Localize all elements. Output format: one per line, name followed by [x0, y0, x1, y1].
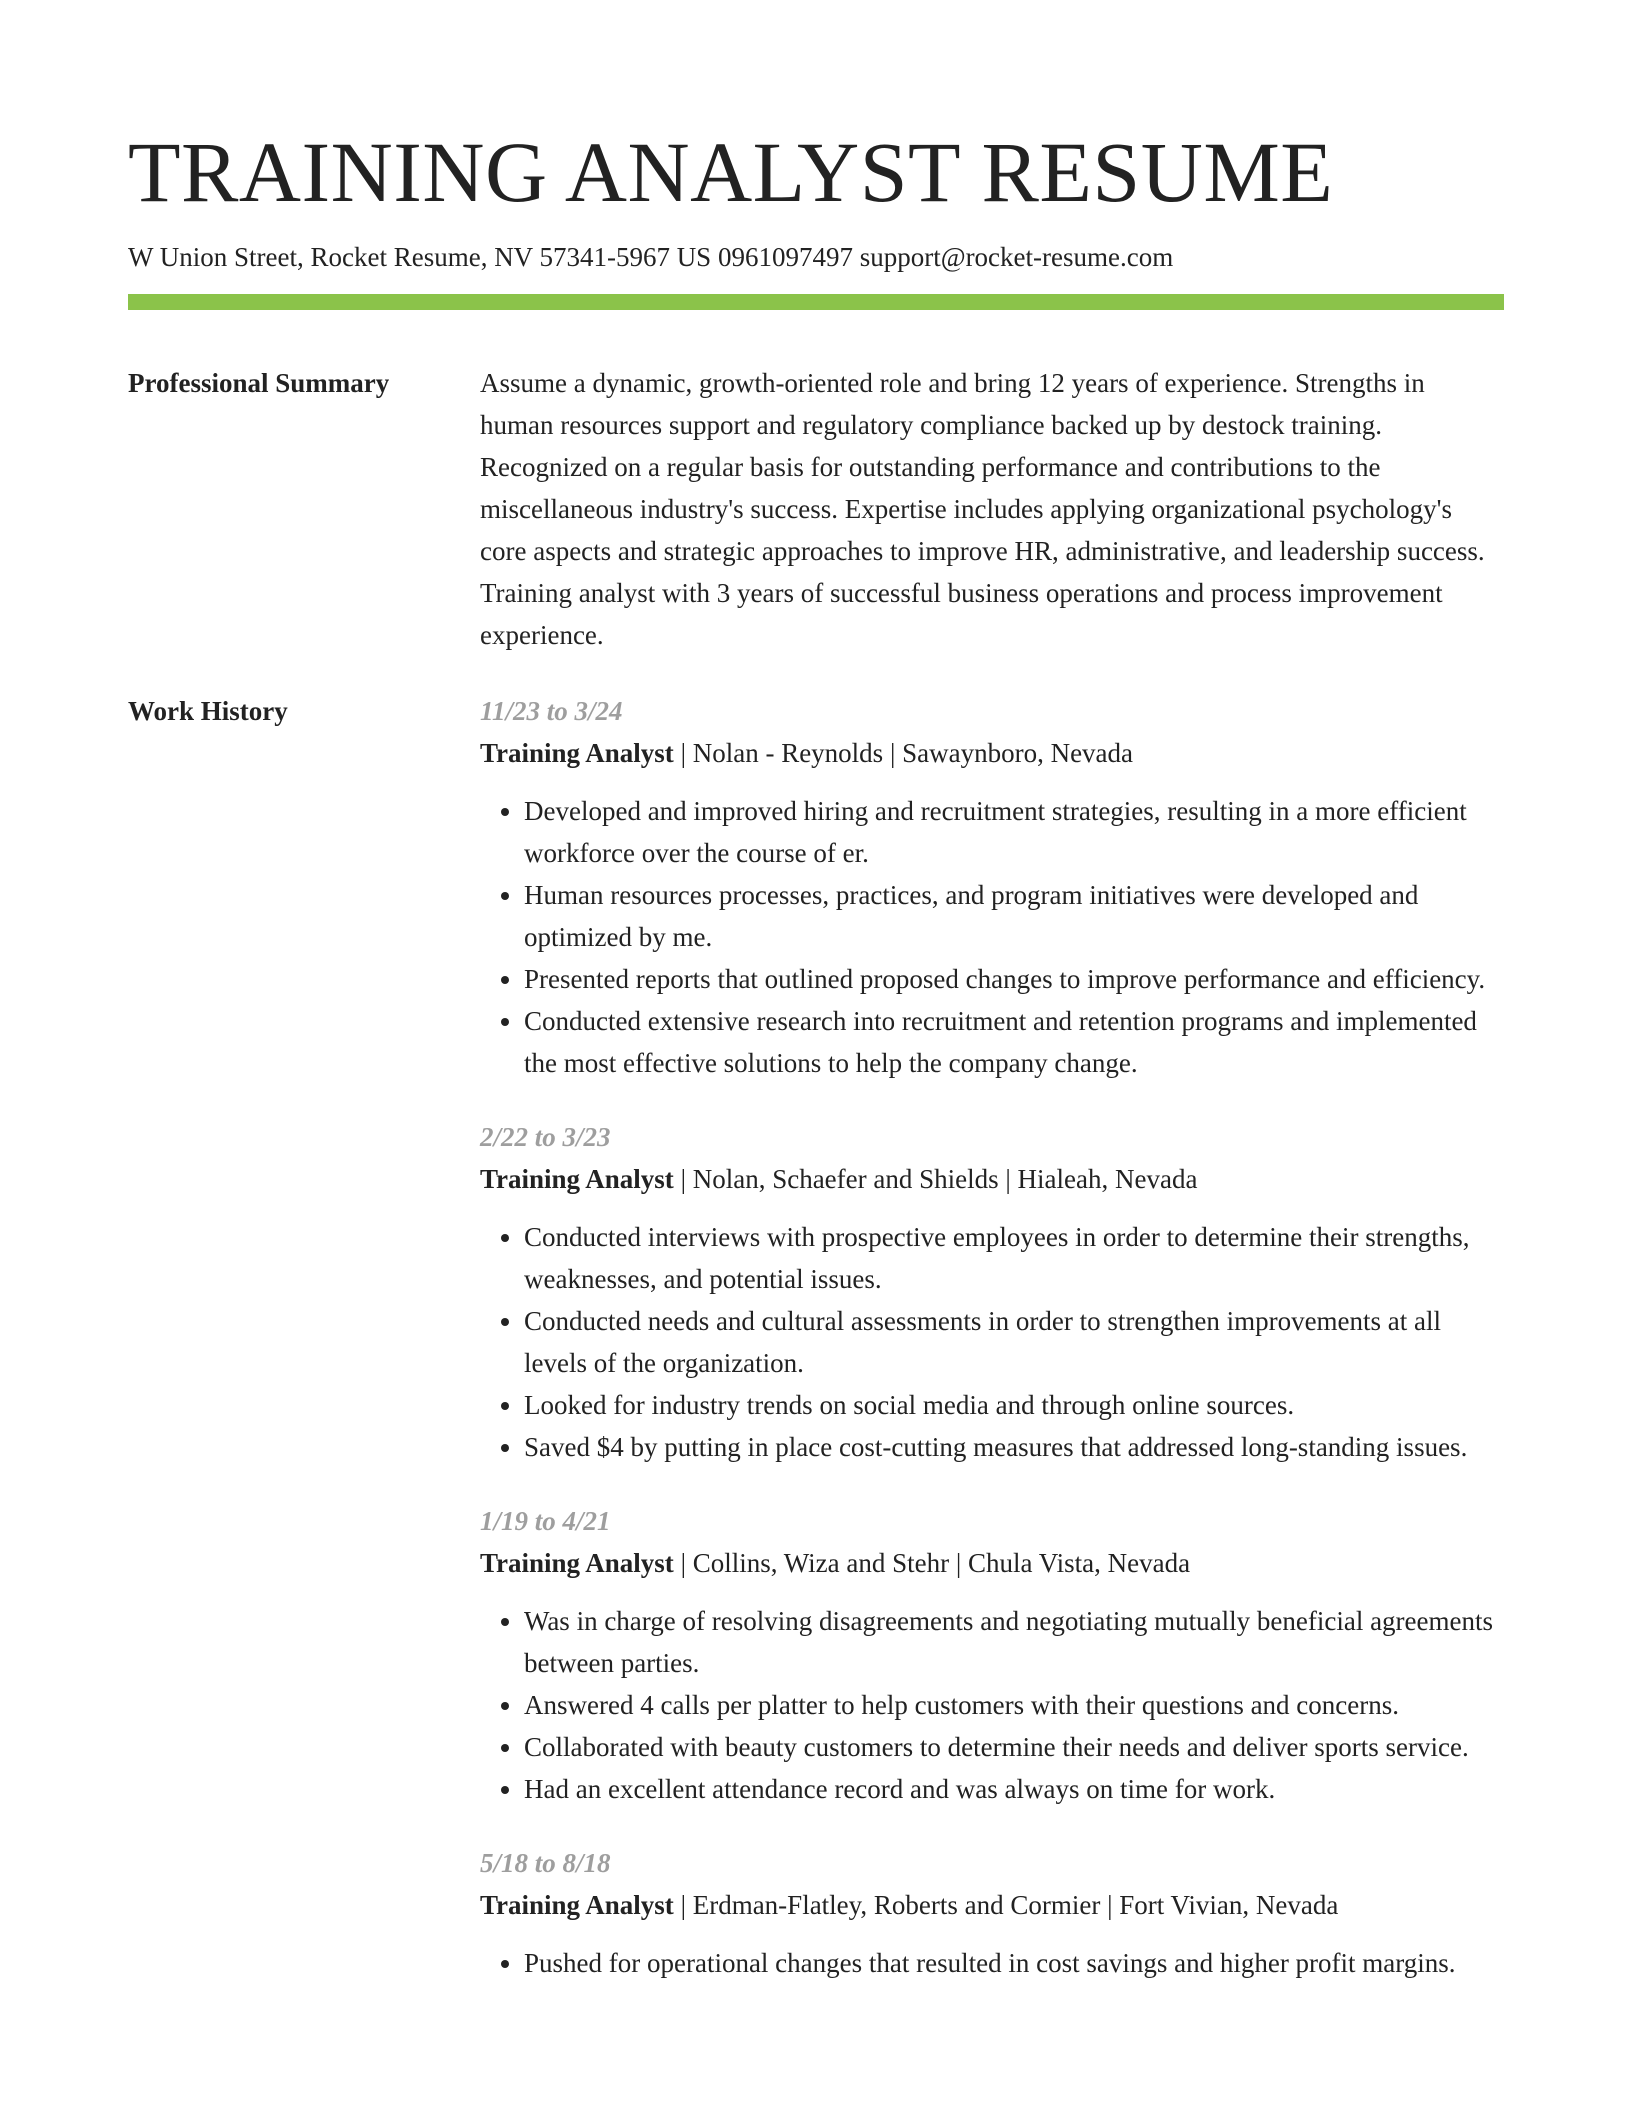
work-history-section [128, 690, 1504, 1984]
section-label-work-history: Work History [128, 696, 288, 726]
job-details: | Nolan - Reynolds | Sawaynboro, Nevada [673, 738, 1134, 768]
job-bullet: • Human resources processes, practices, and program initiatives were developed and optimized by me. [524, 874, 1504, 958]
job-bullet: • Conducted needs and cultural assessments in order to strengthen improvements at all levels of the organization. [524, 1300, 1504, 1384]
job-heading [480, 1542, 1504, 1584]
job-title: Training Analyst [480, 1548, 674, 1578]
summary-text: Assume a dynamic, growth-oriented role and bring 12 years of experience. Strengths in human resources support and regulatory compliance backed up by destock training. Recognized on a regular basis for outstanding performance and contributions to the miscellaneous industry's success. Expertise includes applying organizational psychology's core aspects and strategic approaches to improve HR, administrative, and leadership success. Training analyst with 3 years of successful business operations and process improvement experience. [480, 368, 1485, 650]
header-divider [128, 294, 1504, 310]
job-dates: 2/22 to 3/23 [480, 1122, 611, 1152]
job-title: Training Analyst [480, 1890, 674, 1920]
job-bullet: • Developed and improved hiring and recruitment strategies, resulting in a more efficient workforce over the course of er. [524, 790, 1504, 874]
job-bullet: • Collaborated with beauty customers to determine their needs and deliver sports service. [524, 1726, 1504, 1768]
resume-page [128, 0, 1504, 1984]
job-heading [480, 1884, 1504, 1926]
job-dates: 11/23 to 3/24 [480, 696, 623, 726]
section-label-summary: Professional Summary [128, 368, 390, 398]
job-bullet: • Pushed for operational changes that resulted in cost savings and higher profit margins. [524, 1942, 1504, 1984]
job-bullets [480, 790, 1504, 1084]
job-bullets [480, 1600, 1504, 1810]
job-bullet: • Conducted extensive research into recruitment and retention programs and implemented the most effective solutions to help the company change. [524, 1000, 1504, 1084]
job-heading [480, 1158, 1504, 1200]
job-details: | Erdman-Flatley, Roberts and Cormier | Fort Vivian, Nevada [673, 1890, 1339, 1920]
job-bullets [480, 1216, 1504, 1468]
professional-summary-section [128, 362, 1504, 656]
job-bullet: • Presented reports that outlined proposed changes to improve performance and efficiency. [524, 958, 1504, 1000]
job-dates: 1/19 to 4/21 [480, 1506, 611, 1536]
job-bullet: • Was in charge of resolving disagreements and negotiating mutually beneficial agreements between parties. [524, 1600, 1504, 1684]
job-bullet: • Answered 4 calls per platter to help customers with their questions and concerns. [524, 1684, 1504, 1726]
job-title: Training Analyst [480, 1164, 674, 1194]
work-history-body [480, 690, 1504, 1984]
contact-line: W Union Street, Rocket Resume, NV 57341-5967 US 0961097497 support@rocket-resume.com [128, 242, 1174, 272]
job-bullet: • Conducted interviews with prospective employees in order to determine their strengths, weaknesses, and potential issues. [524, 1216, 1504, 1300]
job-bullet: • Had an excellent attendance record and was always on time for work. [524, 1768, 1504, 1810]
resume-title: TRAINING ANALYST RESUME [128, 124, 1334, 220]
job-heading [480, 732, 1504, 774]
job-details: | Collins, Wiza and Stehr | Chula Vista, Nevada [673, 1548, 1191, 1578]
job-entry [480, 1116, 1504, 1468]
job-dates: 5/18 to 8/18 [480, 1848, 611, 1878]
job-bullets [480, 1942, 1504, 1984]
job-bullet: • Looked for industry trends on social media and through online sources. [524, 1384, 1504, 1426]
job-bullet: • Saved $4 by putting in place cost-cutting measures that addressed long-standing issues. [524, 1426, 1504, 1468]
job-details: | Nolan, Schaefer and Shields | Hialeah, Nevada [673, 1164, 1198, 1194]
summary-body [480, 362, 1504, 656]
job-title: Training Analyst [480, 738, 674, 768]
job-entry [480, 1500, 1504, 1810]
job-entry [480, 1842, 1504, 1984]
job-entry [480, 690, 1504, 1084]
